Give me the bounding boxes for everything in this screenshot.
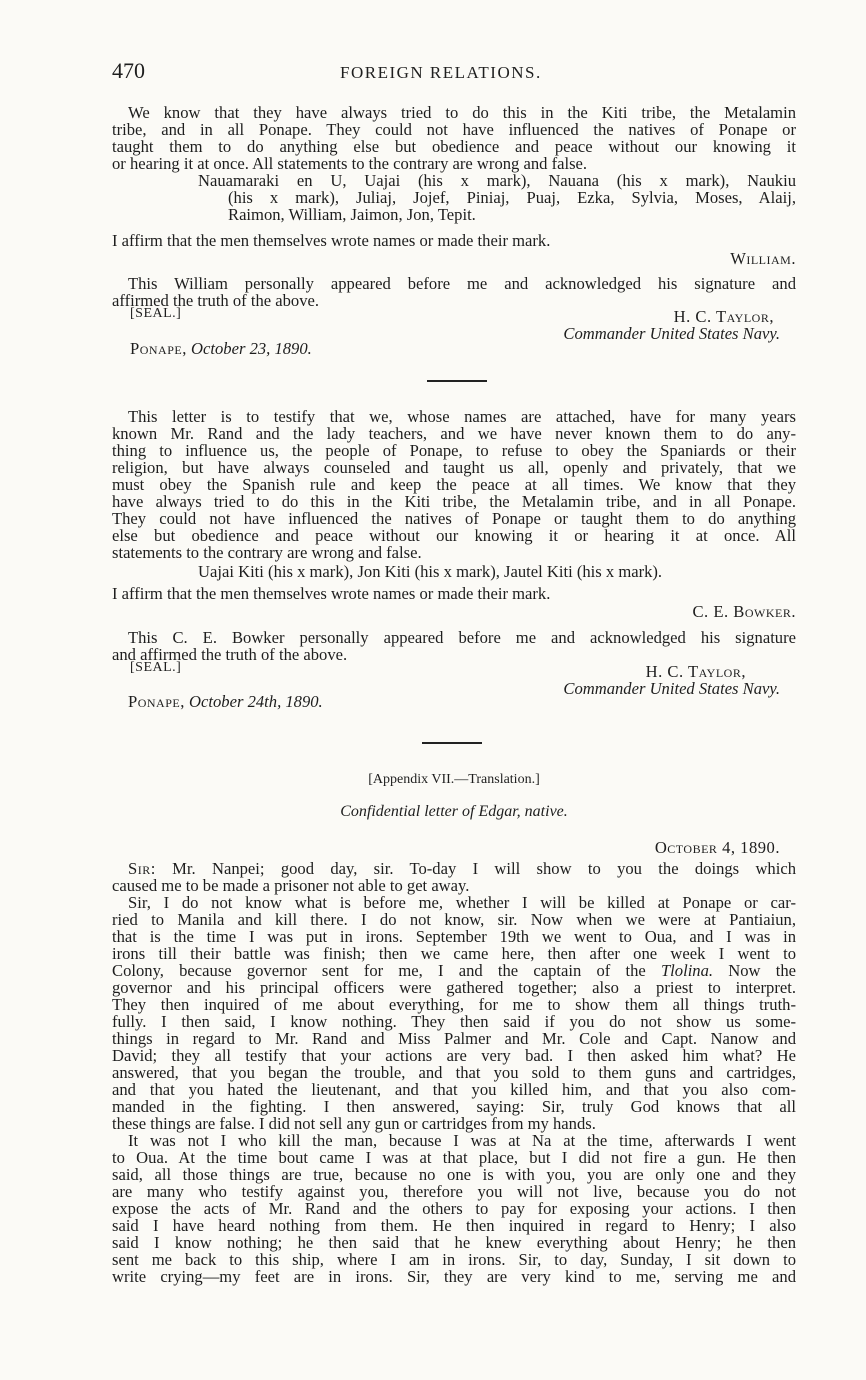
appendix-heading: [Appendix VII.—Translation.] bbox=[368, 772, 540, 787]
text-line: irons till their battle was finish; then we came here, then after one week I went to bbox=[112, 944, 796, 963]
text-line: to Oua. At the time bout came I was at that place, but I did not fire a gun. He then bbox=[112, 1148, 796, 1167]
signature-line: Raimon, William, Jaimon, Jon, Tepit. bbox=[228, 205, 476, 224]
text-line: known Mr. Rand and the lady teachers, and we have never known them to do any- bbox=[112, 424, 796, 443]
text-line: governor and his principal officers were gathered together; also a priest to interpret. bbox=[112, 978, 796, 997]
text-line: else but obedience and peace without our knowing it or hearing it at once. All bbox=[112, 526, 796, 545]
text-line bbox=[128, 860, 796, 877]
text-line: caused me to be made a prisoner not able to get away. bbox=[112, 876, 470, 895]
seal-mark: [SEAL.] bbox=[130, 660, 182, 675]
section-divider bbox=[427, 380, 487, 382]
text-line: manded in the fighting. I then answered, saying: Sir, truly God knows that all bbox=[112, 1097, 796, 1116]
text-line: write crying—my feet are in irons. Sir, they are very kind to me, serving me and bbox=[112, 1267, 796, 1286]
text-line: expose the acts of Mr. Rand and the others to pay for exposing your actions. I then bbox=[112, 1199, 796, 1218]
section-divider bbox=[422, 742, 482, 744]
text-line: that is the time I was put in irons. September 19th we went to Oua, and I was in bbox=[112, 927, 796, 946]
text-line: David; they all testify that your actions are very bad. I then asked him what? He bbox=[112, 1046, 796, 1065]
text-line: thing to influence us, the people of Ponape, to refuse to obey the Spaniards or their bbox=[112, 441, 796, 460]
text-line: fully. I then said, I know nothing. They then said if you do not show us some- bbox=[112, 1012, 796, 1031]
text-line: It was not I who kill the man, because I was at Na at the time, afterwards I went bbox=[128, 1131, 796, 1150]
affirmation: I affirm that the men themselves wrote names or made their mark. bbox=[112, 231, 551, 250]
affirm-signer: C. E. Bowker. bbox=[692, 602, 796, 621]
officer-name: H. C. Taylor, bbox=[645, 662, 746, 681]
officer-title: Commander United States Navy. bbox=[563, 324, 780, 343]
text-line: Sir, I do not know what is before me, whether I will be killed at Ponape or car- bbox=[128, 893, 796, 912]
signature-line: Uajai Kiti (his x mark), Jon Kiti (his x mark), Jautel Kiti (his x mark). bbox=[198, 562, 663, 581]
text-line: these things are false. I did not sell any gun or cartridges from my hands. bbox=[112, 1114, 596, 1133]
text-line: or hearing it at once. All statements to the contrary are wrong and false. bbox=[112, 154, 588, 173]
text-line: answered, that you began the trouble, and that you sold to them guns and cartridges, bbox=[112, 1063, 796, 1082]
text-line: sent me back to this ship, where I am in irons. Sir, to day, Sunday, I sit down to bbox=[112, 1250, 796, 1269]
text-line: said I have heard nothing from them. He then inquired in regard to Henry; I also bbox=[112, 1216, 796, 1235]
place-date bbox=[128, 693, 448, 710]
text-line: said, all those things are true, because no one is with you, you are only one and they bbox=[112, 1165, 796, 1184]
text-line: ried to Manila and kill there. I do not know, sir. Now when we were at Pantiaiun, bbox=[112, 910, 796, 929]
place: Ponape, bbox=[130, 339, 187, 358]
signature-line: (his x mark), Juliaj, Jojef, Piniaj, Puaj, Ezka, Sylvia, Moses, Alaij, bbox=[228, 188, 796, 207]
text-line: must obey the Spanish rule and keep the peace at all times. We know that they bbox=[112, 475, 796, 494]
text-line: This letter is to testify that we, whose names are attached, have for many years bbox=[128, 407, 796, 426]
text-line: They could not have influenced the natives of Ponape or taught them to do anything bbox=[112, 509, 796, 528]
text-line: things in regard to Mr. Rand and Miss Palmer and Mr. Cole and Capt. Nanow and bbox=[112, 1029, 796, 1048]
text-line: are many who testify against you, therefore you will not live, because you do not bbox=[112, 1182, 796, 1201]
text-line: said I know nothing; he then said that he knew everything about Henry; he then bbox=[112, 1233, 796, 1252]
date: October 23, 1890. bbox=[191, 339, 312, 358]
letter-date: October 4, 1890. bbox=[654, 838, 780, 857]
text-line: tribe, and in all Ponape. They could not have influenced the natives of Ponape or bbox=[112, 120, 796, 139]
place-date bbox=[130, 340, 430, 357]
salutation: Sir: bbox=[128, 859, 156, 878]
text-line: and that you hated the lieutenant, and that you killed him, and that you also com- bbox=[112, 1080, 796, 1099]
text-line: statements to the contrary are wrong and false. bbox=[112, 543, 422, 562]
line-start: Colony, because governor sent for me, I and the captain of the bbox=[112, 961, 646, 980]
place: Ponape, bbox=[128, 692, 185, 711]
page-number: 470 bbox=[112, 58, 145, 83]
witness-line: This C. E. Bowker personally appeared before me and acknowledged his signature bbox=[128, 628, 796, 647]
affirm-signer: William. bbox=[730, 249, 796, 268]
witness-line: and affirmed the truth of the above. bbox=[112, 645, 348, 664]
salutation-text: Mr. Nanpei; good day, sir. To-day I will show to you the doings which bbox=[155, 859, 796, 878]
signature-line: Nauamaraki en U, Uajai (his x mark), Nauana (his x mark), Naukiu bbox=[198, 171, 796, 190]
witness-line: affirmed the truth of the above. bbox=[112, 291, 320, 310]
witness-line: This William personally appeared before me and acknowledged his signature and bbox=[128, 274, 796, 293]
line-end: Now the bbox=[713, 961, 796, 980]
text-line: They then inquired of me about everything, for me to show them all things truth- bbox=[112, 995, 796, 1014]
text-line: religion, but have always counseled and taught us all, openly and privately, that we bbox=[112, 458, 796, 477]
text-line: have always tried to do this in the Kiti tribe, the Metalamin tribe, and in all Ponape. bbox=[112, 492, 796, 511]
officer-title: Commander United States Navy. bbox=[563, 679, 780, 698]
officer-name: H. C. Taylor, bbox=[673, 307, 774, 326]
text-line: We know that they have always tried to do this in the Kiti tribe, the Metalamin bbox=[128, 103, 796, 122]
letter-subtitle: Confidential letter of Edgar, native. bbox=[340, 803, 568, 820]
date: October 24th, 1890. bbox=[189, 692, 323, 711]
ship-name: Tlolina. bbox=[660, 961, 714, 980]
affirmation: I affirm that the men themselves wrote names or made their mark. bbox=[112, 584, 551, 603]
seal-mark: [SEAL.] bbox=[130, 306, 182, 321]
text-line bbox=[112, 962, 796, 979]
text-line: taught them to do anything else but obedience and peace without our knowing it bbox=[112, 137, 796, 156]
running-title: FOREIGN RELATIONS. bbox=[340, 63, 542, 82]
